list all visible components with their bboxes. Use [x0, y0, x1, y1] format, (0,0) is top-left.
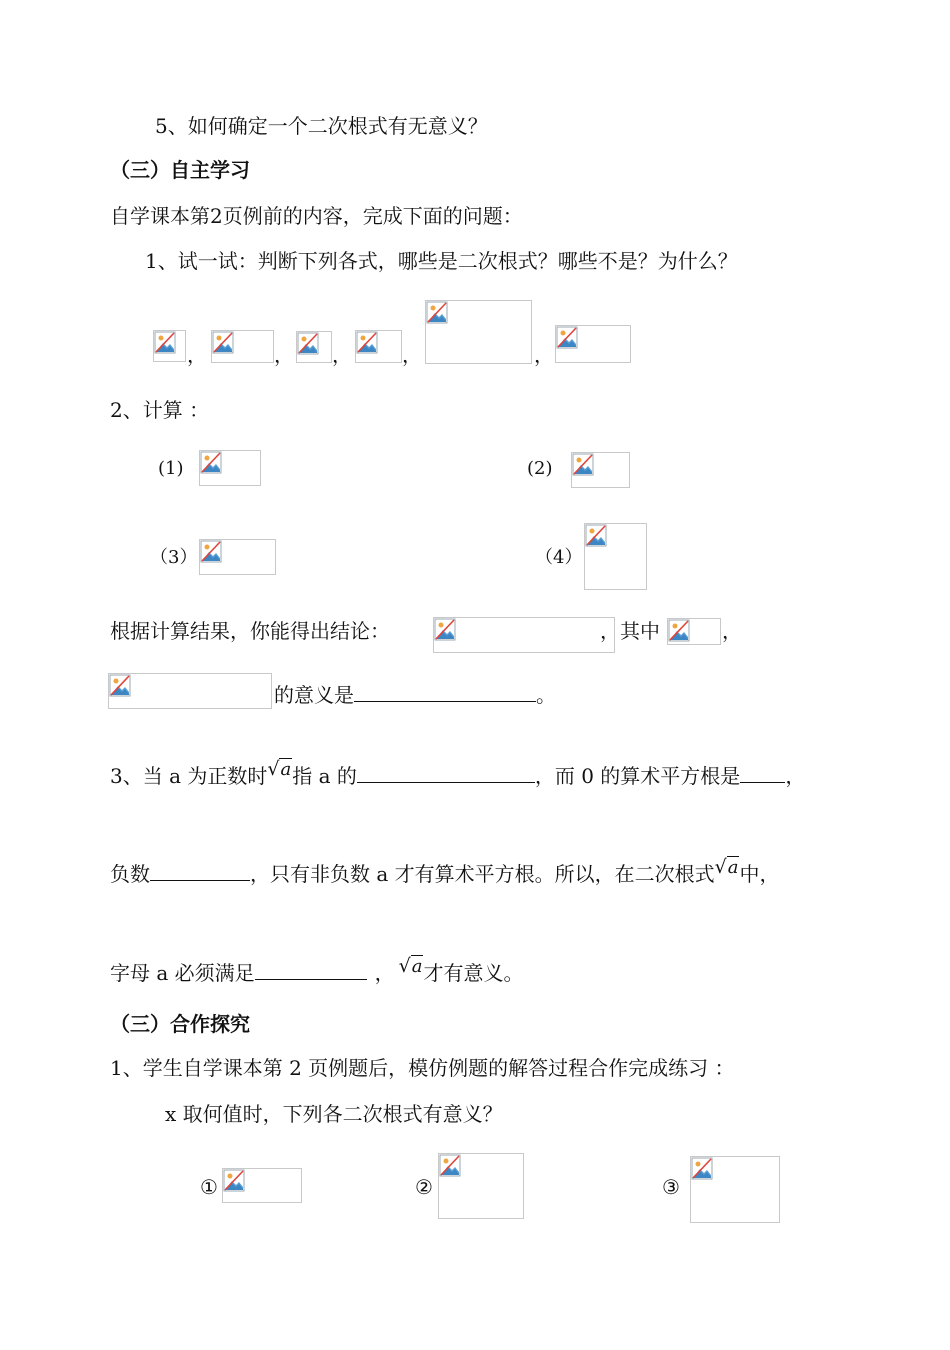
broken-image-icon [691, 1157, 713, 1181]
answer-blank[interactable] [150, 862, 250, 881]
sqrt-a-symbol: √a [714, 856, 739, 878]
comma: ， [722, 619, 742, 643]
broken-image-icon [668, 619, 690, 643]
expression-image [355, 330, 402, 363]
meaning-line: 的意义是 。 [274, 683, 556, 707]
conclusion-where: ，其中 [600, 619, 660, 643]
broken-image-icon [556, 326, 578, 350]
comma: ， [332, 343, 352, 367]
expression-image [211, 330, 274, 363]
expression-image [153, 330, 186, 362]
item-3-line-1: 3、当 a 为正数时√a指 a 的 ，而 0 的算术平方根是 ， [110, 758, 806, 788]
conclusion-text: 根据计算结果，你能得出结论： [110, 619, 390, 643]
answer-blank[interactable] [354, 683, 536, 702]
broken-image-icon [572, 453, 594, 477]
broken-image-icon [200, 451, 222, 475]
item-3-line-3: 字母 a 必须满足 ， √a才有意义。 [110, 955, 524, 985]
broken-image-icon [585, 524, 607, 548]
answer-blank[interactable] [740, 764, 785, 783]
sqrt-a-symbol: √a [267, 758, 292, 780]
section-title-self-study: （三）自主学习 [110, 158, 250, 182]
question-5: 5、如何确定一个二次根式有无意义？ [155, 114, 488, 138]
comma: ， [402, 343, 422, 367]
expression-image [296, 331, 332, 363]
broken-image-icon [212, 331, 234, 355]
calc-image-1 [199, 450, 261, 486]
expression-image [425, 300, 532, 364]
calc-label-3: （3） [150, 547, 198, 568]
comma: ， [534, 343, 554, 367]
calc-image-2 [571, 452, 630, 488]
intro-text: 自学课本第2页例前的内容，完成下面的问题： [110, 204, 523, 228]
calc-label-4: （4） [535, 547, 583, 568]
conclusion-image [433, 617, 615, 653]
circled-1: ① [200, 1175, 218, 1199]
broken-image-icon [434, 618, 456, 642]
item-1: 1、试一试：判断下列各式，哪些是二次根式？哪些不是？为什么？ [145, 249, 738, 273]
item-2: 2、计算 ： [110, 398, 210, 422]
expression-image [555, 325, 631, 363]
coop-question: x 取何值时，下列各二次根式有意义？ [165, 1102, 503, 1126]
circled-2: ② [415, 1175, 433, 1199]
calc-image-3 [199, 539, 276, 575]
broken-image-icon [356, 331, 378, 355]
section-title-cooperation: （三）合作探究 [110, 1012, 250, 1036]
broken-image-icon [223, 1169, 245, 1193]
comma: ， [187, 343, 207, 367]
broken-image-icon [109, 674, 131, 698]
sqrt-a-symbol: √a [398, 955, 423, 977]
circled-3: ③ [662, 1175, 680, 1199]
exercise-image-2 [438, 1153, 524, 1219]
broken-image-icon [426, 301, 448, 325]
coop-item-1: 1、学生自学课本第 2 页例题后，模仿例题的解答过程合作完成练习 ： [110, 1056, 735, 1080]
item-3-line-2: 负数 ，只有非负数 a 才有算术平方根。所以，在二次根式√a中， [110, 856, 780, 886]
broken-image-icon [154, 331, 176, 355]
answer-blank[interactable] [357, 764, 535, 783]
calc-label-1: (1) [158, 458, 184, 479]
comma: ， [274, 343, 294, 367]
condition-image [667, 618, 721, 645]
meaning-image [108, 673, 272, 709]
broken-image-icon [297, 332, 319, 356]
exercise-image-3 [690, 1156, 780, 1223]
exercise-image-1 [222, 1168, 302, 1203]
broken-image-icon [200, 540, 222, 564]
calc-image-4 [584, 523, 647, 590]
calc-label-2: (2) [527, 458, 553, 479]
answer-blank[interactable] [255, 961, 367, 980]
broken-image-icon [439, 1154, 461, 1178]
